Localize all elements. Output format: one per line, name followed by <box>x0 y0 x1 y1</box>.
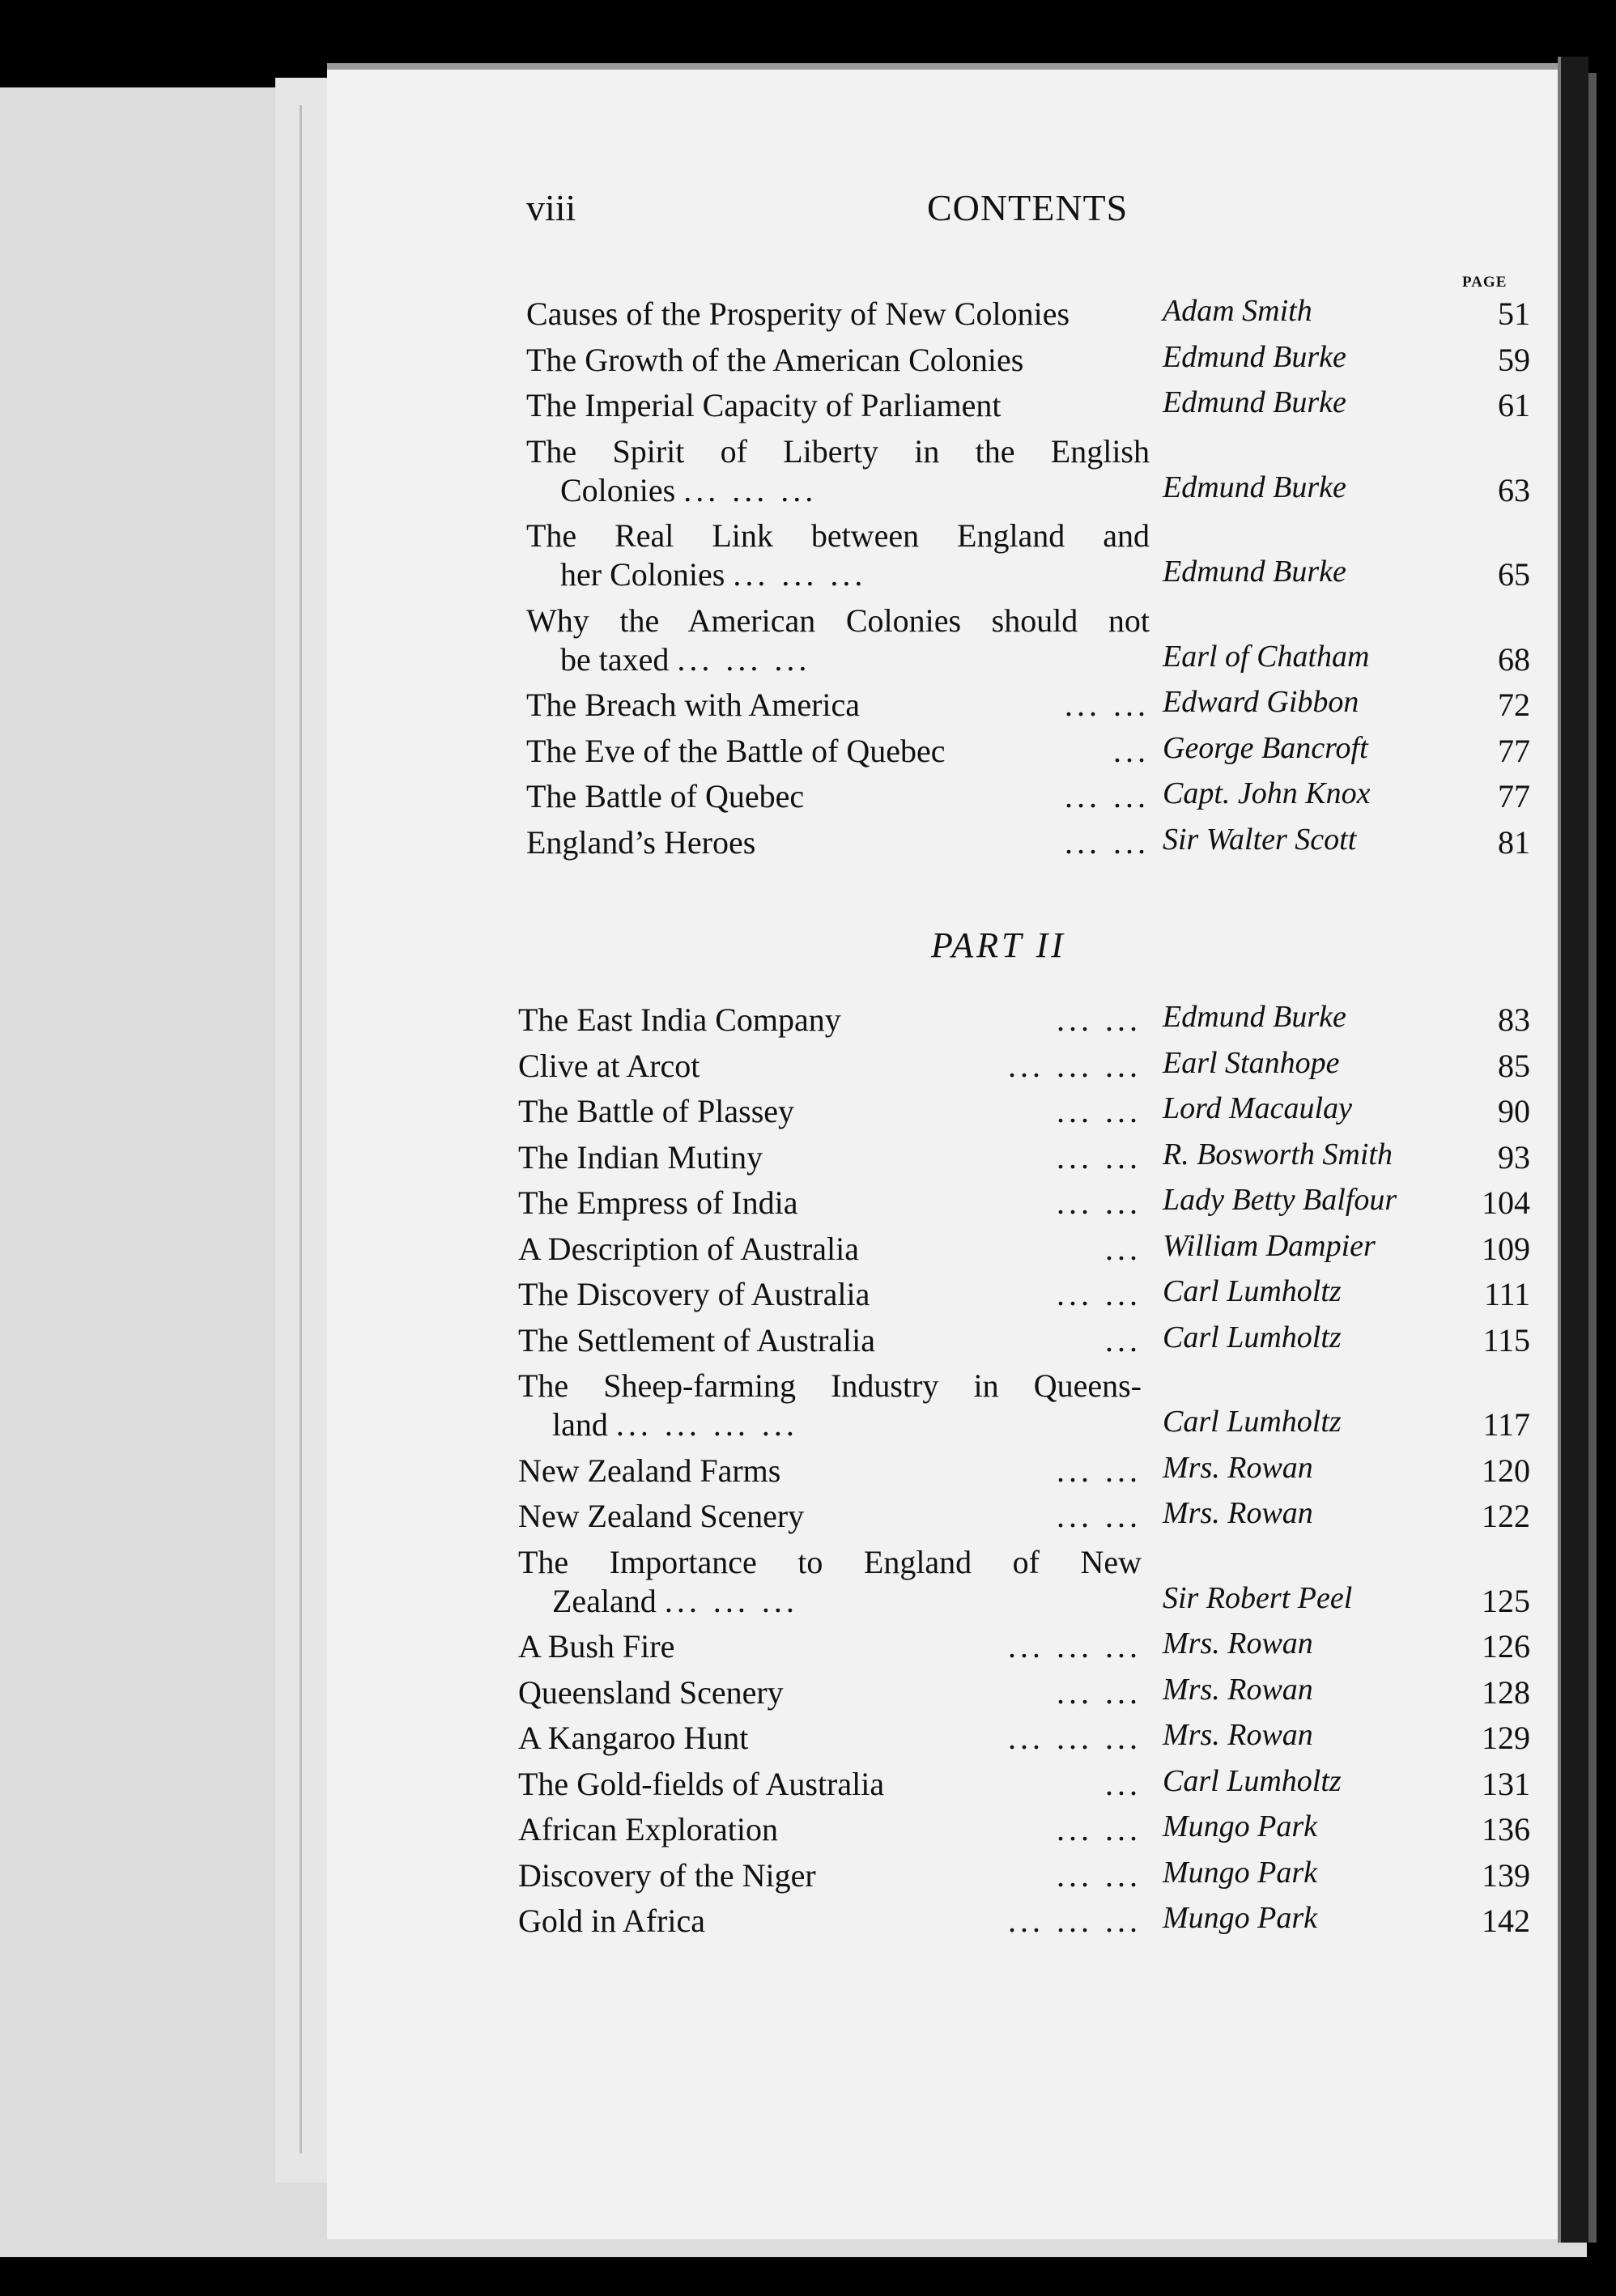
entry-title <box>518 1452 1142 1490</box>
entry-author: Edmund Burke <box>1163 470 1346 504</box>
entry-title-line: A Description of Australia <box>518 1230 860 1267</box>
entry-title-line: Queensland Scenery <box>518 1673 784 1711</box>
entry-title <box>526 602 1150 679</box>
entry-title <box>518 1673 1142 1712</box>
page-column-label: PAGE <box>1462 274 1508 291</box>
entry-author: Sir Walter Scott <box>1163 822 1357 857</box>
entry-page-number: 104 <box>1482 1184 1530 1221</box>
toc-entry <box>0 1856 1616 1905</box>
entry-page-number: 77 <box>1498 732 1530 769</box>
toc-entry <box>0 1367 1616 1443</box>
entry-title-line: The Importance to England of New <box>518 1543 1142 1580</box>
entry-author: Mrs. Rowan <box>1163 1450 1313 1485</box>
entry-title <box>518 1092 1142 1131</box>
leader-dots: ... ... <box>1057 1184 1142 1221</box>
entry-title <box>518 1902 1142 1941</box>
entry-title <box>518 1275 1142 1314</box>
entry-title-line: The Gold-fields of Australia <box>518 1765 885 1802</box>
leader-dots: ... ... ... <box>1008 1720 1142 1756</box>
entry-title <box>526 777 1150 816</box>
entry-title <box>526 295 1150 334</box>
leader-dots: ... ... <box>1057 1811 1142 1847</box>
entry-title <box>518 1138 1142 1177</box>
entry-author: Mrs. Rowan <box>1163 1626 1313 1660</box>
entry-page-number: 72 <box>1498 687 1530 723</box>
leader-dots: ... ... ... <box>733 556 867 593</box>
entry-title-line: The Battle of Quebec <box>526 778 805 814</box>
toc-entry <box>0 432 1616 508</box>
leader-dots: ... ... ... <box>1008 1903 1142 1939</box>
entry-author: Mrs. Rowan <box>1163 1718 1313 1752</box>
toc-entry <box>0 1275 1616 1324</box>
toc-entry <box>0 517 1616 593</box>
part-heading: PART II <box>931 925 1066 965</box>
entry-title <box>526 732 1150 771</box>
entry-title-continuation <box>518 1582 1142 1621</box>
toc-entry <box>0 1627 1616 1676</box>
leader-dots: ... ... ... <box>683 471 818 508</box>
entry-title-line: land <box>552 1406 608 1443</box>
entry-title <box>526 823 1150 862</box>
entry-author: William Dampier <box>1163 1228 1376 1263</box>
entry-title-line: A Bush Fire <box>518 1628 675 1665</box>
entry-page-number: 51 <box>1498 296 1530 332</box>
entry-title-line: Clive at Arcot <box>518 1047 700 1084</box>
entry-page-number: 90 <box>1498 1093 1530 1129</box>
entry-title <box>518 1184 1142 1222</box>
entry-title-line: The Growth of the American Colonies <box>526 341 1024 378</box>
entry-author: Mrs. Rowan <box>1163 1496 1313 1530</box>
entry-page-number: 128 <box>1482 1673 1530 1711</box>
leader-dots: ... ... ... ... <box>615 1406 798 1443</box>
entry-author: Mungo Park <box>1163 1901 1318 1935</box>
toc-entry <box>0 1138 1616 1187</box>
toc-entry <box>0 1810 1616 1859</box>
entry-author: Edward Gibbon <box>1163 685 1359 719</box>
entry-title-line: The Spirit of Liberty in the English <box>526 432 1150 470</box>
entry-title <box>518 1627 1142 1666</box>
entry-author: Capt. John Knox <box>1163 776 1371 810</box>
leader-dots: ... ... ... <box>664 1582 798 1619</box>
toc-entry <box>0 295 1616 343</box>
entry-title <box>518 1543 1142 1621</box>
entry-author: Edmund Burke <box>1163 1000 1346 1034</box>
entry-page-number: 111 <box>1483 1276 1530 1312</box>
entry-author: Lady Betty Balfour <box>1163 1183 1397 1217</box>
entry-title-line: The Breach with America <box>526 687 861 723</box>
entry-title-line: be taxed <box>560 640 670 678</box>
toc-entry <box>0 732 1616 780</box>
entry-page-number: 120 <box>1482 1452 1530 1489</box>
entry-page-number: 93 <box>1498 1138 1530 1176</box>
entry-title-line: Discovery of the Niger <box>518 1856 816 1894</box>
entry-title-continuation <box>526 555 1150 594</box>
toc-entry <box>0 823 1616 872</box>
entry-title-line: England’s Heroes <box>526 823 756 861</box>
entry-page-number: 131 <box>1482 1765 1530 1802</box>
leader-dots: ... <box>1105 1321 1142 1358</box>
entry-title-line: The East India Company <box>518 1001 841 1038</box>
leader-dots: ... <box>1113 732 1150 769</box>
leader-dots: ... ... ... <box>1008 1628 1142 1665</box>
leader-dots: ... ... <box>1057 1093 1142 1129</box>
entry-title-line: The Sheep-farming Industry in Queens- <box>518 1367 1142 1404</box>
entry-page-number: 63 <box>1498 471 1530 508</box>
leader-dots: ... ... <box>1057 1673 1142 1711</box>
leader-dots: ... ... <box>1057 1001 1142 1038</box>
leader-dots: ... ... <box>1057 1452 1142 1489</box>
toc-entry <box>0 1047 1616 1095</box>
toc-entry <box>0 1321 1616 1370</box>
page-folio: viii <box>526 187 576 228</box>
entry-title-line: Zealand <box>552 1582 657 1619</box>
entry-title <box>526 386 1150 425</box>
entry-page-number: 81 <box>1498 823 1530 861</box>
entry-author: Carl Lumholtz <box>1163 1274 1342 1308</box>
leader-dots: ... ... <box>1065 778 1150 814</box>
entry-title-line: Causes of the Prosperity of New Colonies <box>526 296 1070 332</box>
entry-author: Sir Robert Peel <box>1163 1580 1353 1615</box>
leader-dots: ... <box>1105 1765 1142 1802</box>
entry-author: Earl Stanhope <box>1163 1045 1340 1080</box>
entry-title-line: A Kangaroo Hunt <box>518 1720 749 1756</box>
entry-title-line: The Indian Mutiny <box>518 1138 763 1176</box>
entry-page-number: 126 <box>1482 1628 1530 1665</box>
entry-title-line: The Eve of the Battle of Quebec <box>526 732 946 769</box>
entry-title <box>518 1719 1142 1758</box>
entry-title-line: The Settlement of Australia <box>518 1321 875 1358</box>
entry-title-line: African Exploration <box>518 1811 778 1847</box>
toc-entry <box>0 341 1616 389</box>
entry-title <box>518 1810 1142 1849</box>
entry-title-line: New Zealand Scenery <box>518 1498 805 1534</box>
running-title: CONTENTS <box>927 187 1129 228</box>
toc-entry <box>0 1184 1616 1232</box>
entry-page-number: 109 <box>1482 1230 1530 1267</box>
leader-dots: ... ... <box>1057 1276 1142 1312</box>
entry-title <box>518 1765 1142 1804</box>
toc-entry <box>0 602 1616 678</box>
entry-title <box>518 1497 1142 1536</box>
entry-title <box>526 432 1150 510</box>
entry-title-line: New Zealand Farms <box>518 1452 781 1489</box>
leader-dots: ... ... <box>1065 687 1150 723</box>
entry-title <box>518 1367 1142 1444</box>
toc-entry <box>0 777 1616 826</box>
entry-title-line: Gold in Africa <box>518 1903 706 1939</box>
leader-dots: ... ... <box>1057 1498 1142 1534</box>
entry-page-number: 125 <box>1482 1582 1530 1619</box>
entry-title-line: The Imperial Capacity of Parliament <box>526 387 1001 423</box>
toc-entry <box>0 386 1616 435</box>
entry-title <box>518 1001 1142 1040</box>
entry-title <box>526 517 1150 594</box>
leader-dots: ... <box>1105 1230 1142 1267</box>
entry-author: Earl of Chatham <box>1163 639 1370 674</box>
entry-page-number: 68 <box>1498 640 1530 678</box>
toc-entry <box>0 1092 1616 1141</box>
entry-title-continuation <box>526 471 1150 510</box>
entry-author: Lord Macaulay <box>1163 1091 1352 1125</box>
entry-author: Carl Lumholtz <box>1163 1763 1342 1798</box>
toc-entry <box>0 1543 1616 1619</box>
entry-title <box>518 1856 1142 1895</box>
leader-dots: ... ... ... <box>1008 1047 1142 1084</box>
toc-entry <box>0 1497 1616 1546</box>
entry-page-number: 117 <box>1482 1406 1530 1443</box>
entry-author: Mrs. Rowan <box>1163 1672 1313 1707</box>
entry-page-number: 122 <box>1482 1498 1530 1534</box>
entry-author: Edmund Burke <box>1163 555 1346 589</box>
entry-author: Mungo Park <box>1163 1809 1318 1843</box>
leader-dots: ... ... <box>1065 823 1150 861</box>
toc-entry <box>0 1765 1616 1813</box>
entry-title-line: The Discovery of Australia <box>518 1276 870 1312</box>
entry-page-number: 142 <box>1482 1903 1530 1939</box>
toc-entry <box>0 1673 1616 1722</box>
toc-entry <box>0 686 1616 734</box>
entry-page-number: 65 <box>1498 556 1530 593</box>
entry-title-line: The Real Link between England and <box>526 517 1150 554</box>
entry-page-number: 139 <box>1482 1856 1530 1894</box>
entry-title <box>526 686 1150 725</box>
entry-author: Adam Smith <box>1163 294 1312 328</box>
toc-entry <box>0 1230 1616 1278</box>
entry-title <box>518 1321 1142 1360</box>
entry-page-number: 83 <box>1498 1001 1530 1038</box>
entry-title-continuation <box>518 1405 1142 1444</box>
entry-title <box>518 1047 1142 1086</box>
entry-title-continuation <box>526 640 1150 679</box>
entry-author: Edmund Burke <box>1163 385 1346 419</box>
leader-dots: ... ... <box>1057 1138 1142 1176</box>
entry-title <box>518 1230 1142 1269</box>
entry-title-line: The Empress of India <box>518 1184 798 1221</box>
entry-author: Carl Lumholtz <box>1163 1320 1342 1354</box>
toc-entry <box>0 1902 1616 1950</box>
entry-author: R. Bosworth Smith <box>1163 1137 1393 1171</box>
entry-page-number: 136 <box>1482 1811 1530 1847</box>
entry-page-number: 85 <box>1498 1047 1530 1084</box>
entry-title-line: Why the American Colonies should not <box>526 602 1150 639</box>
toc-entry <box>0 1719 1616 1767</box>
entry-author: Edmund Burke <box>1163 339 1346 374</box>
leader-dots: ... ... ... <box>677 640 811 678</box>
leader-dots: ... ... <box>1057 1856 1142 1894</box>
entry-page-number: 77 <box>1498 778 1530 814</box>
entry-title-line: Colonies <box>560 471 676 508</box>
entry-page-number: 129 <box>1482 1720 1530 1756</box>
entry-title <box>526 341 1150 380</box>
entry-page-number: 115 <box>1482 1321 1530 1358</box>
entry-author: Mungo Park <box>1163 1855 1318 1890</box>
entry-title-line: her Colonies <box>560 556 725 593</box>
toc-entry <box>0 1001 1616 1049</box>
entry-title-line: The Battle of Plassey <box>518 1093 795 1129</box>
entry-page-number: 59 <box>1498 341 1530 378</box>
entry-author: George Bancroft <box>1163 730 1368 765</box>
entry-page-number: 61 <box>1498 387 1530 423</box>
toc-entry <box>0 1452 1616 1500</box>
entry-author: Carl Lumholtz <box>1163 1405 1342 1439</box>
